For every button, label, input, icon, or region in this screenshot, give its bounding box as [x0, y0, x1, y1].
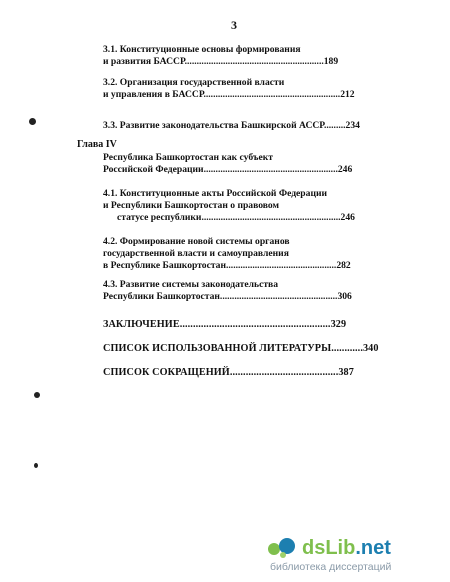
chapter-heading: Глава IV [77, 139, 117, 150]
toc-entry-3-2-line1: 3.2. Организация государственной власти [103, 77, 285, 88]
toc-abbreviations: СПИСОК СОКРАЩЕНИЙ.........................................387 [103, 367, 354, 378]
toc-entry-4-1-line2: и Республики Башкортостан о правовом [103, 200, 280, 211]
toc-entry-4-2-line3: в Республике Башкортостан..............................................282 [103, 260, 351, 271]
toc-conclusion: ЗАКЛЮЧЕНИЕ.........................................................329 [103, 319, 347, 330]
scan-blot [34, 392, 40, 398]
toc-entry-4-2-line2: государственной власти и самоуправления [103, 248, 289, 259]
toc-entry-3-1-line2: и развития БАССР..........................................................189 [103, 56, 339, 67]
watermark [266, 536, 438, 580]
toc-entry-4-3-line1: 4.3. Развитие системы законодательства [103, 279, 279, 290]
toc-bibliography: СПИСОК ИСПОЛЬЗОВАННОЙ ЛИТЕРАТУРЫ............340 [103, 343, 379, 354]
toc-entry-3-2-line2: и управления в БАССР.........................................................212 [103, 89, 355, 100]
toc-entry-3-1-line1: 3.1. Конституционные основы формирования [103, 44, 301, 55]
toc-entry-4-2-line1: 4.2. Формирование новой системы органов [103, 236, 290, 247]
toc-entry-4-0-line2: Российской Федерации........................................................246 [103, 164, 353, 175]
toc-entry-3-3: 3.3. Развитие законодательства Башкирской АССР.........234 [103, 120, 360, 131]
scan-blot [34, 463, 38, 468]
toc-entry-4-3-line2: Республики Башкортостан.................................................306 [103, 291, 352, 302]
watermark-subtitle: библиотека диссертаций [270, 561, 392, 573]
watermark-brand: dsLib.net [302, 537, 391, 559]
scan-blot [29, 118, 36, 125]
toc-entry-4-1-line1: 4.1. Конституционные акты Российской Федерации [103, 188, 328, 199]
toc-entry-4-1-line3: статусе республики..........................................................246 [117, 212, 355, 223]
toc-entry-4-0-line1: Республика Башкортостан как субъект [103, 152, 274, 163]
dslib-logo-icon [266, 536, 300, 562]
page-number: 3 [231, 18, 237, 32]
